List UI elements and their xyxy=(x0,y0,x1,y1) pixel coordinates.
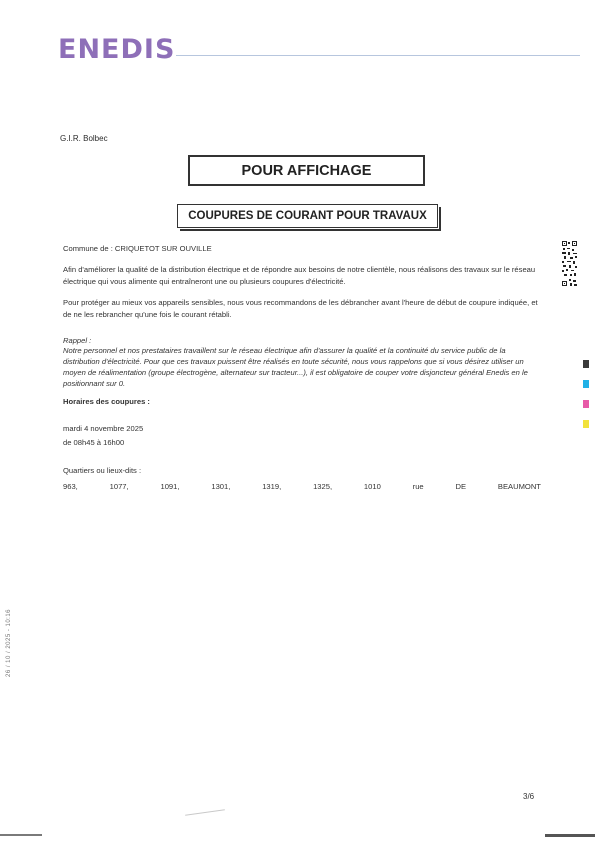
enedis-logo: ENEDIS xyxy=(58,34,176,65)
protection-paragraph: Pour protéger au mieux vos appareils sensibles, nous vous recommandons de les débrancher avant l'heure de début de coupure indiquée, et de ne les rebrancher qu'une fois le courant rétabli. xyxy=(63,298,538,319)
address-item: 1301, xyxy=(211,481,231,491)
address-item: 1077, xyxy=(109,481,129,491)
address-list xyxy=(63,480,541,492)
registration-mark-cyan xyxy=(583,380,589,388)
registration-mark-black xyxy=(583,360,589,368)
outage-hours: de 08h45 à 16h00 xyxy=(63,438,125,447)
address-item: DE xyxy=(455,481,467,491)
registration-mark-magenta xyxy=(583,400,589,408)
registration-mark-yellow xyxy=(583,420,589,428)
quartiers-label: Quartiers ou lieux-dits : xyxy=(63,466,142,475)
horaires-label: Horaires des coupures : xyxy=(63,397,150,406)
scan-edge-mark xyxy=(0,834,42,836)
address-item: 963, xyxy=(63,481,78,491)
qr-code-icon xyxy=(561,240,578,287)
address-item: BEAUMONT xyxy=(497,481,541,491)
notice-title: POUR AFFICHAGE xyxy=(241,162,372,179)
address-item: 1319, xyxy=(262,481,282,491)
notice-subtitle-box xyxy=(177,204,438,228)
scan-stray-mark xyxy=(185,809,225,816)
notice-title-box xyxy=(188,155,425,186)
address-item: rue xyxy=(412,481,424,491)
address-item: 1010 xyxy=(363,481,381,491)
rappel-text: Notre personnel et nos prestataires travaillent sur le réseau électrique afin d'assurer la qualité et la continuité du service public de la distribution d'électricité. Pour que ces travaux puissent être réalisés en toute sécurité, nous vous rappelons que si vous désirez utiliser un moyen de réalimentation (groupe électrogène, alternateur sur tracteur...), il est obligatoire de couper votre disjoncteur général Enedis en le positionnant sur 0. xyxy=(63,346,528,388)
address-item: 1325, xyxy=(313,481,333,491)
print-timestamp: 26 / 10 / 2025 - 10:16 xyxy=(6,608,13,678)
intro-paragraph: Afin d'améliorer la qualité de la distribution électrique et de répondre aux besoins de notre clientèle, nous réalisons des travaux sur le réseau électrique qui vous alimente qui entraîneront une ou plusieurs coupures d'électricité. xyxy=(63,265,536,286)
scan-edge-mark xyxy=(545,834,595,837)
rappel-label: Rappel : xyxy=(63,336,92,345)
outage-date: mardi 4 novembre 2025 xyxy=(63,424,144,433)
header-divider xyxy=(176,55,580,56)
notice-subtitle: COUPURES DE COURANT POUR TRAVAUX xyxy=(188,210,427,222)
gir-label: G.I.R. Bolbec xyxy=(60,134,108,143)
commune-line: Commune de : CRIQUETOT SUR OUVILLE xyxy=(63,244,212,253)
address-item: 1091, xyxy=(160,481,180,491)
page-number: 3/6 xyxy=(523,792,535,801)
